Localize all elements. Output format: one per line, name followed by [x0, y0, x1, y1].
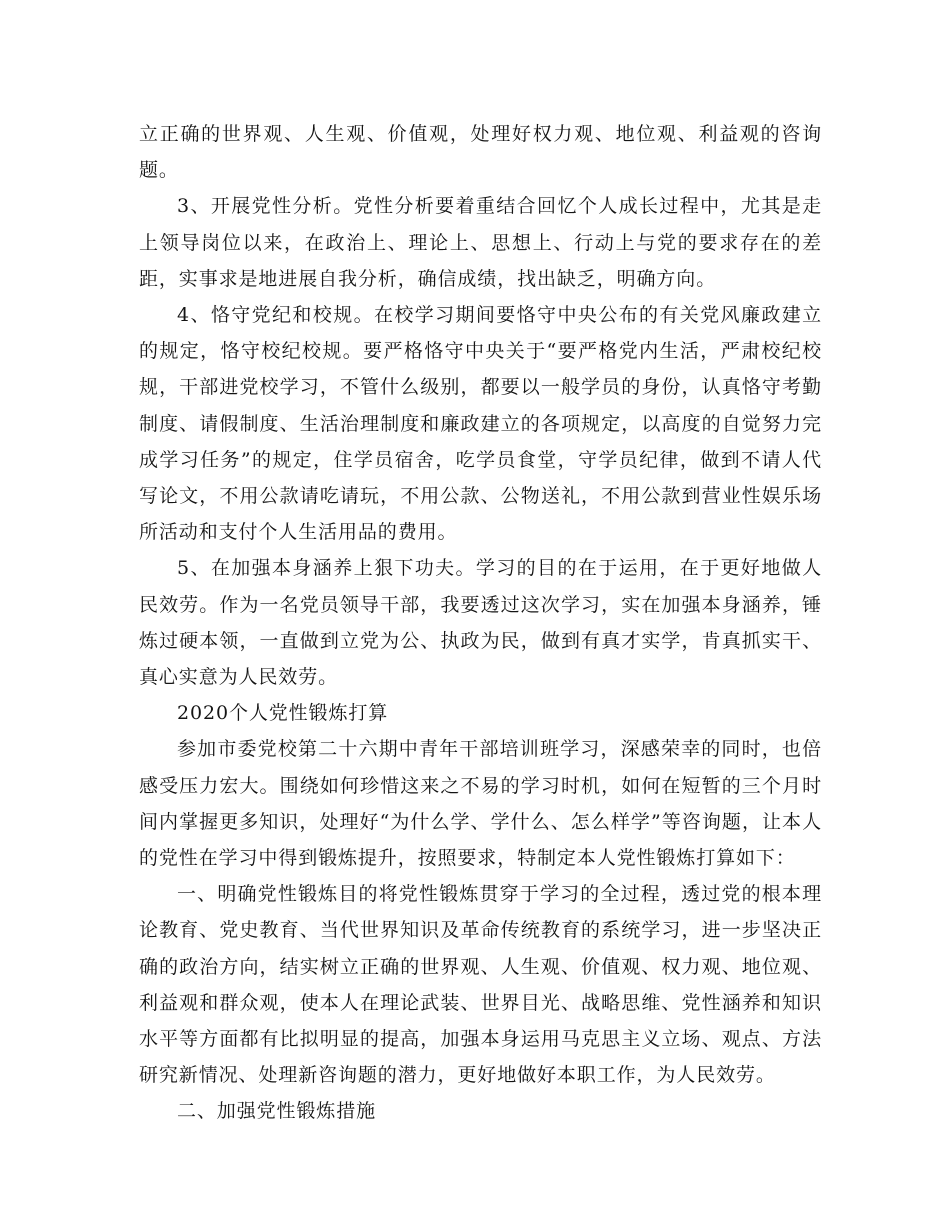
paragraph-party-analysis: 3、开展党性分析。党性分析要着重结合回忆个人成长过程中，尤其是走上领导岗位以来，在政治上、理论上、思想上、行动上与党的要求存在的差距，实事求是地进展自我分析，确信成绩，找出缺乏，明确方向。 [139, 195, 822, 290]
paragraph-goal: 一、明确党性锻炼目的将党性锻炼贯穿于学习的全过程，透过党的根本理论教育、党史教育、当代世界知识及革命传统教育的系统学习，进一步坚决正确的政治方向，结实树立正确的世界观、人生观、价值观、权力观、地位观、利益观和群众观，使本人在理论武装、世界目光、战略思维、党性涵养和知识水平等方面都有比拟明显的提高，加强本身运用马克思主义立场、观点、方法研究新情况、处理新咨询题的潜力，更好地做好本职工作，为人民效劳。 [139, 883, 822, 1087]
paragraph-introduction: 参加市委党校第二十六期中青年干部培训班学习，深感荣幸的同时，也倍感受压力宏大。围绕如何珍惜这来之不易的学习时机，如何在短暂的三个月时间内掌握更多知识，处理好“为什么学、学什么、怎么样学”等咨询题，让本人的党性在学习中得到锻炼提升，按照要求，特制定本人党性锻炼打算如下： [139, 738, 822, 870]
document-body [139, 116, 822, 1130]
paragraph-continuation: 立正确的世界观、人生观、价值观，处理好权力观、地位观、利益观的咨询题。 [139, 123, 822, 182]
section-heading-measures: 二、加强党性锻炼措施 [177, 1100, 377, 1123]
paragraph-discipline: 4、恪守党纪和校规。在校学习期间要恪守中央公布的有关党风廉政建立的规定，恪守校纪校规。要严格恪守中央关于“要严格党内生活，严肃校纪校规，干部进党校学习，不管什么级别，都要以一般学员的身份，认真恪守考勤制度、请假制度、生活治理制度和廉政建立的各项规定，以高度的自觉努力完成学习任务”的规定，住学员宿舍，吃学员食堂，守学员纪律，做到不请人代写论文，不用公款请吃请玩，不用公款、公物送礼，不用公款到营业性娱乐场所活动和支付个人生活用品的费用。 [139, 304, 822, 544]
paragraph-self-cultivation: 5、在加强本身涵养上狠下功夫。学习的目的在于运用，在于更好地做人民效劳。作为一名党员领导干部，我要透过这次学习，实在加强本身涵养，锤炼过硬本领，一直做到立党为公、执政为民，做到有真才实学，肯真抓实干、真心实意为人民效劳。 [139, 557, 822, 689]
section-heading-plan: 2020个人党性锻炼打算 [177, 702, 389, 725]
